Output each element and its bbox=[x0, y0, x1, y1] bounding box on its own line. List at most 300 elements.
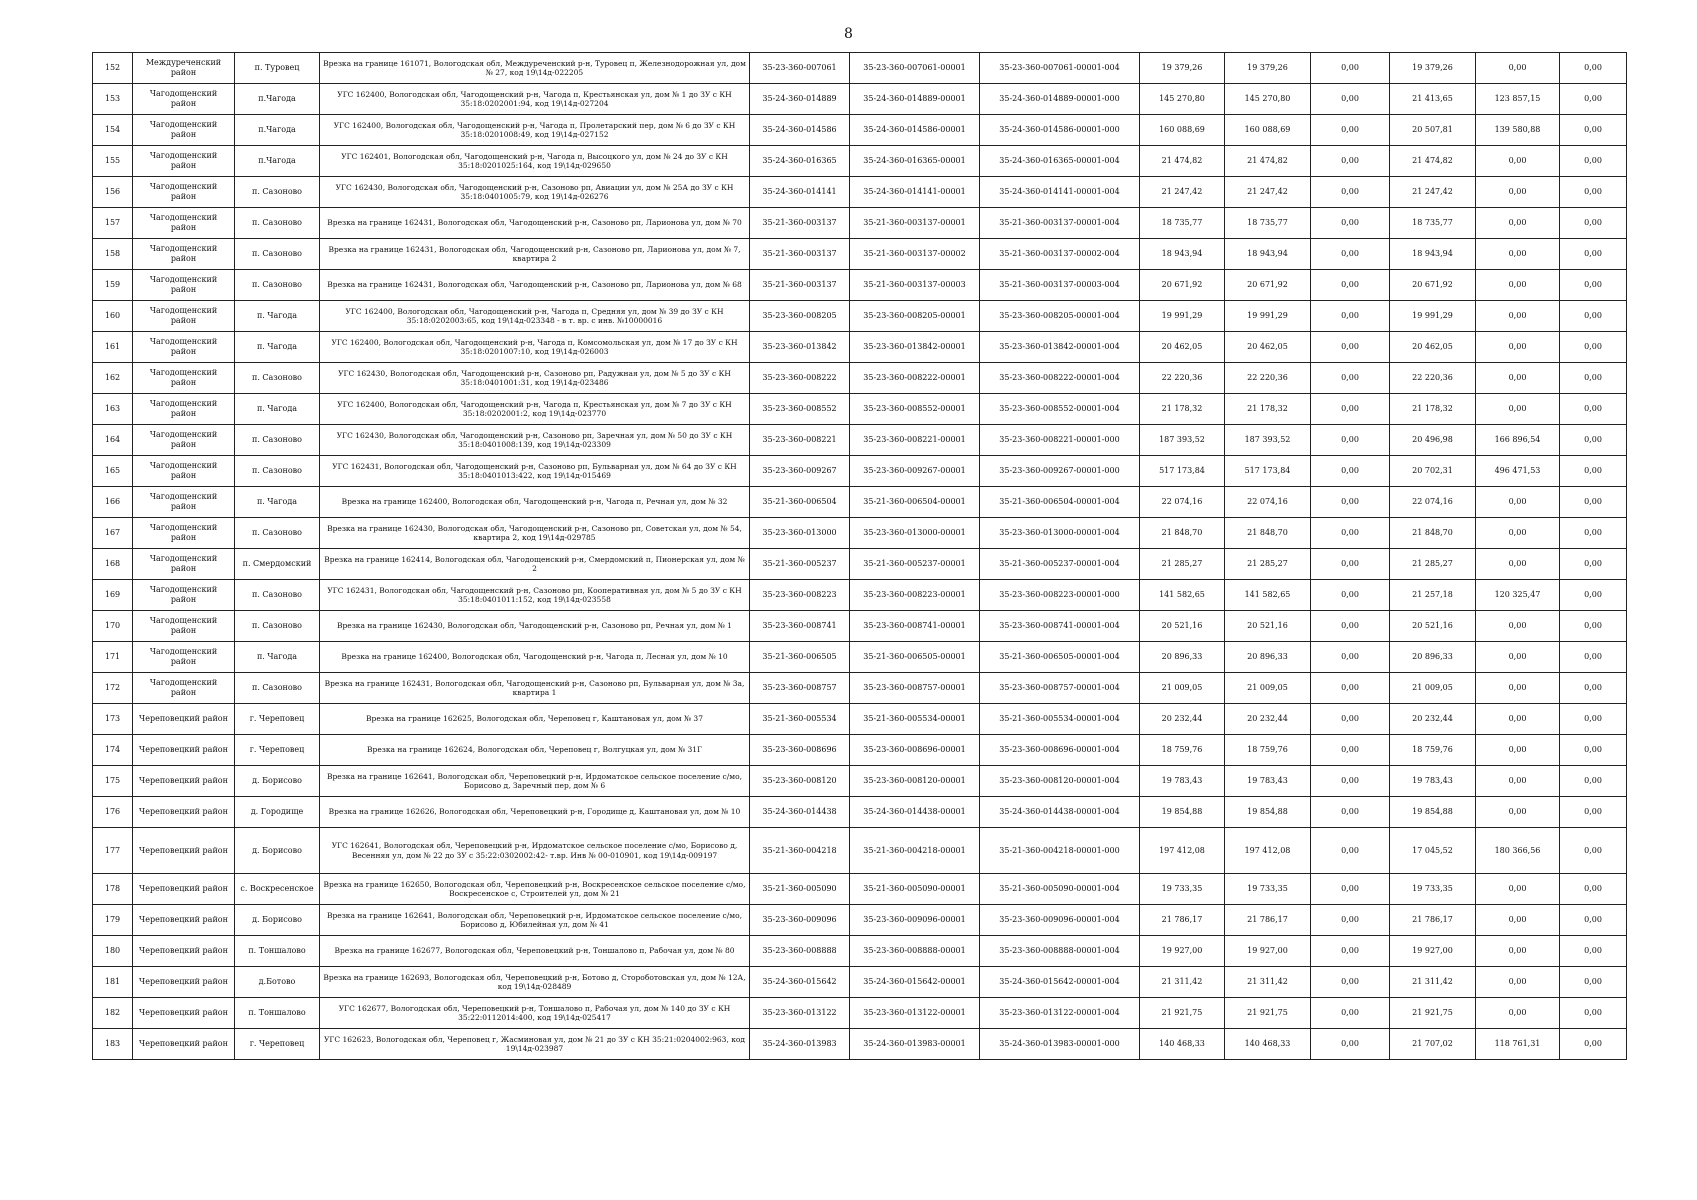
table-row bbox=[93, 208, 1627, 239]
subobject-code-cell: 35-23-360-008741-00001 bbox=[850, 611, 980, 642]
object-code-cell: 35-21-360-003137 bbox=[750, 208, 850, 239]
address-cell: Врезка на границе 162624, Вологодская обл, Череповец г, Волгуцкая ул, дом № 31Г bbox=[320, 735, 750, 766]
subobject-code-cell: 35-24-360-016365-00001 bbox=[850, 146, 980, 177]
cost-col-6-cell: 0,00 bbox=[1560, 177, 1627, 208]
table-row bbox=[93, 549, 1627, 580]
cost-col-6-cell: 0,00 bbox=[1560, 208, 1627, 239]
cost-col-5-cell: 0,00 bbox=[1476, 177, 1560, 208]
table-row bbox=[93, 704, 1627, 735]
row-number-cell: 155 bbox=[93, 146, 133, 177]
cost-col-4-cell: 19 854,88 bbox=[1390, 797, 1476, 828]
district-cell: Чагодощенский район bbox=[133, 518, 235, 549]
cost-col-3-cell: 0,00 bbox=[1311, 487, 1390, 518]
total-cost-cell: 21 009,05 bbox=[1140, 673, 1225, 704]
address-cell: Врезка на границе 162641, Вологодская обл, Череповецкий р-н, Ирдоматское сельское поселение с/мо, Борисово д, Заречный пер, дом № 6 bbox=[320, 766, 750, 797]
cost-col-6-cell: 0,00 bbox=[1560, 487, 1627, 518]
table-row bbox=[93, 673, 1627, 704]
object-code-cell: 35-21-360-006505 bbox=[750, 642, 850, 673]
row-number-cell: 154 bbox=[93, 115, 133, 146]
element-code-cell: 35-21-360-004218-00001-000 bbox=[980, 828, 1140, 874]
table-row bbox=[93, 905, 1627, 936]
total-cost-cell: 18 759,76 bbox=[1140, 735, 1225, 766]
cost-col-2-cell: 21 311,42 bbox=[1225, 967, 1311, 998]
element-code-cell: 35-21-360-005090-00001-004 bbox=[980, 874, 1140, 905]
cost-col-6-cell: 0,00 bbox=[1560, 549, 1627, 580]
subobject-code-cell: 35-21-360-003137-00002 bbox=[850, 239, 980, 270]
element-code-cell: 35-24-360-015642-00001-004 bbox=[980, 967, 1140, 998]
district-cell: Череповецкий район bbox=[133, 936, 235, 967]
cost-col-3-cell: 0,00 bbox=[1311, 549, 1390, 580]
cost-col-5-cell: 0,00 bbox=[1476, 936, 1560, 967]
element-code-cell: 35-21-360-003137-00003-004 bbox=[980, 270, 1140, 301]
element-code-cell: 35-24-360-014141-00001-004 bbox=[980, 177, 1140, 208]
object-code-cell: 35-23-360-013842 bbox=[750, 332, 850, 363]
cost-col-3-cell: 0,00 bbox=[1311, 394, 1390, 425]
total-cost-cell: 21 178,32 bbox=[1140, 394, 1225, 425]
element-code-cell: 35-23-360-007061-00001-004 bbox=[980, 53, 1140, 84]
cost-col-6-cell: 0,00 bbox=[1560, 735, 1627, 766]
element-code-cell: 35-23-360-008552-00001-004 bbox=[980, 394, 1140, 425]
address-cell: Врезка на границе 162414, Вологодская обл, Чагодощенский р-н, Смердомский п, Пионерская ул, дом № 2 bbox=[320, 549, 750, 580]
cost-col-6-cell: 0,00 bbox=[1560, 270, 1627, 301]
total-cost-cell: 187 393,52 bbox=[1140, 425, 1225, 456]
table-row bbox=[93, 642, 1627, 673]
address-cell: УГС 162400, Вологодская обл, Чагодощенский р-н, Чагода п, Крестьянская ул, дом № 7 до ЗУ с КН 35:18:0202001:2, код 19\14д-023770 bbox=[320, 394, 750, 425]
district-cell: Чагодощенский район bbox=[133, 146, 235, 177]
district-cell: Чагодощенский район bbox=[133, 208, 235, 239]
district-cell: Чагодощенский район bbox=[133, 84, 235, 115]
cost-col-6-cell: 0,00 bbox=[1560, 797, 1627, 828]
address-cell: УГС 162431, Вологодская обл, Чагодощенский р-н, Сазоново рп, Кооперативная ул, дом № 5 до ЗУ с КН 35:18:0401011:152, код 19\14д-023558 bbox=[320, 580, 750, 611]
cost-col-3-cell: 0,00 bbox=[1311, 177, 1390, 208]
cost-col-2-cell: 21 247,42 bbox=[1225, 177, 1311, 208]
cost-col-2-cell: 21 009,05 bbox=[1225, 673, 1311, 704]
address-cell: УГС 162623, Вологодская обл, Череповец г, Жасминовая ул, дом № 21 до ЗУ с КН 35:21:0204002:963, код 19\14д-023987 bbox=[320, 1029, 750, 1060]
cost-col-5-cell: 0,00 bbox=[1476, 239, 1560, 270]
object-code-cell: 35-24-360-016365 bbox=[750, 146, 850, 177]
cost-col-2-cell: 18 735,77 bbox=[1225, 208, 1311, 239]
row-number-cell: 179 bbox=[93, 905, 133, 936]
address-cell: Врезка на границе 162400, Вологодская обл, Чагодощенский р-н, Чагода п, Лесная ул, дом № 10 bbox=[320, 642, 750, 673]
cost-col-6-cell: 0,00 bbox=[1560, 301, 1627, 332]
cost-col-4-cell: 21 413,65 bbox=[1390, 84, 1476, 115]
object-code-cell: 35-23-360-008757 bbox=[750, 673, 850, 704]
settlement-cell: д. Борисово bbox=[235, 766, 320, 797]
total-cost-cell: 160 088,69 bbox=[1140, 115, 1225, 146]
cost-col-3-cell: 0,00 bbox=[1311, 332, 1390, 363]
cost-col-3-cell: 0,00 bbox=[1311, 828, 1390, 874]
cost-col-2-cell: 19 733,35 bbox=[1225, 874, 1311, 905]
total-cost-cell: 21 311,42 bbox=[1140, 967, 1225, 998]
cost-col-5-cell: 0,00 bbox=[1476, 53, 1560, 84]
element-code-cell: 35-21-360-003137-00001-004 bbox=[980, 208, 1140, 239]
settlement-cell: п. Сазоново bbox=[235, 425, 320, 456]
cost-col-6-cell: 0,00 bbox=[1560, 611, 1627, 642]
object-code-cell: 35-24-360-014586 bbox=[750, 115, 850, 146]
settlement-cell: п. Сазоново bbox=[235, 611, 320, 642]
object-code-cell: 35-21-360-005090 bbox=[750, 874, 850, 905]
row-number-cell: 171 bbox=[93, 642, 133, 673]
cost-col-6-cell: 0,00 bbox=[1560, 239, 1627, 270]
address-cell: УГС 162430, Вологодская обл, Чагодощенский р-н, Сазоново рп, Заречная ул, дом № 50 до ЗУ с КН 35:18:0401008:139, код 19\14д-023309 bbox=[320, 425, 750, 456]
total-cost-cell: 21 848,70 bbox=[1140, 518, 1225, 549]
cost-col-3-cell: 0,00 bbox=[1311, 766, 1390, 797]
district-cell: Череповецкий район bbox=[133, 704, 235, 735]
element-code-cell: 35-23-360-013842-00001-004 bbox=[980, 332, 1140, 363]
page-number: 8 bbox=[844, 26, 853, 42]
subobject-code-cell: 35-23-360-013000-00001 bbox=[850, 518, 980, 549]
address-cell: УГС 162677, Вологодская обл, Череповецкий р-н, Тоншалово п, Рабочая ул, дом № 140 до ЗУ с КН 35:22:0112014:400, код 19\14д-025417 bbox=[320, 998, 750, 1029]
cost-col-5-cell: 496 471,53 bbox=[1476, 456, 1560, 487]
table-row bbox=[93, 363, 1627, 394]
registry-table-body bbox=[93, 53, 1627, 1060]
total-cost-cell: 19 991,29 bbox=[1140, 301, 1225, 332]
total-cost-cell: 20 671,92 bbox=[1140, 270, 1225, 301]
cost-col-3-cell: 0,00 bbox=[1311, 208, 1390, 239]
row-number-cell: 156 bbox=[93, 177, 133, 208]
element-code-cell: 35-24-360-014889-00001-000 bbox=[980, 84, 1140, 115]
district-cell: Чагодощенский район bbox=[133, 642, 235, 673]
cost-col-3-cell: 0,00 bbox=[1311, 642, 1390, 673]
settlement-cell: п. Сазоново bbox=[235, 177, 320, 208]
cost-col-2-cell: 517 173,84 bbox=[1225, 456, 1311, 487]
cost-col-4-cell: 21 474,82 bbox=[1390, 146, 1476, 177]
cost-col-2-cell: 21 474,82 bbox=[1225, 146, 1311, 177]
cost-col-2-cell: 22 074,16 bbox=[1225, 487, 1311, 518]
settlement-cell: д. Борисово bbox=[235, 828, 320, 874]
cost-col-5-cell: 0,00 bbox=[1476, 518, 1560, 549]
cost-col-5-cell: 0,00 bbox=[1476, 766, 1560, 797]
cost-col-3-cell: 0,00 bbox=[1311, 53, 1390, 84]
cost-col-4-cell: 19 783,43 bbox=[1390, 766, 1476, 797]
row-number-cell: 153 bbox=[93, 84, 133, 115]
cost-col-6-cell: 0,00 bbox=[1560, 580, 1627, 611]
subobject-code-cell: 35-21-360-003137-00003 bbox=[850, 270, 980, 301]
table-row bbox=[93, 239, 1627, 270]
cost-col-3-cell: 0,00 bbox=[1311, 425, 1390, 456]
settlement-cell: п.Чагода bbox=[235, 146, 320, 177]
total-cost-cell: 140 468,33 bbox=[1140, 1029, 1225, 1060]
total-cost-cell: 21 786,17 bbox=[1140, 905, 1225, 936]
object-code-cell: 35-23-360-008696 bbox=[750, 735, 850, 766]
cost-col-5-cell: 0,00 bbox=[1476, 967, 1560, 998]
cost-col-6-cell: 0,00 bbox=[1560, 84, 1627, 115]
settlement-cell: п. Туровец bbox=[235, 53, 320, 84]
cost-col-2-cell: 19 991,29 bbox=[1225, 301, 1311, 332]
cost-col-3-cell: 0,00 bbox=[1311, 239, 1390, 270]
settlement-cell: п. Чагода bbox=[235, 487, 320, 518]
cost-col-5-cell: 0,00 bbox=[1476, 487, 1560, 518]
district-cell: Череповецкий район bbox=[133, 828, 235, 874]
subobject-code-cell: 35-21-360-005534-00001 bbox=[850, 704, 980, 735]
subobject-code-cell: 35-21-360-006504-00001 bbox=[850, 487, 980, 518]
table-row bbox=[93, 998, 1627, 1029]
cost-col-3-cell: 0,00 bbox=[1311, 270, 1390, 301]
settlement-cell: п.Чагода bbox=[235, 115, 320, 146]
settlement-cell: п.Чагода bbox=[235, 84, 320, 115]
cost-col-3-cell: 0,00 bbox=[1311, 301, 1390, 332]
cost-col-5-cell: 120 325,47 bbox=[1476, 580, 1560, 611]
district-cell: Череповецкий район bbox=[133, 967, 235, 998]
cost-col-6-cell: 0,00 bbox=[1560, 146, 1627, 177]
settlement-cell: д. Борисово bbox=[235, 905, 320, 936]
cost-col-2-cell: 19 783,43 bbox=[1225, 766, 1311, 797]
table-row bbox=[93, 797, 1627, 828]
element-code-cell: 35-24-360-013983-00001-000 bbox=[980, 1029, 1140, 1060]
district-cell: Чагодощенский район bbox=[133, 394, 235, 425]
object-code-cell: 35-23-360-008888 bbox=[750, 936, 850, 967]
total-cost-cell: 20 232,44 bbox=[1140, 704, 1225, 735]
cost-col-6-cell: 0,00 bbox=[1560, 673, 1627, 704]
cost-col-5-cell: 0,00 bbox=[1476, 549, 1560, 580]
row-number-cell: 182 bbox=[93, 998, 133, 1029]
settlement-cell: п. Чагода bbox=[235, 332, 320, 363]
element-code-cell: 35-21-360-006505-00001-004 bbox=[980, 642, 1140, 673]
cost-col-6-cell: 0,00 bbox=[1560, 332, 1627, 363]
cost-col-5-cell: 166 896,54 bbox=[1476, 425, 1560, 456]
address-cell: Врезка на границе 162400, Вологодская обл, Чагодощенский р-н, Чагода п, Речная ул, дом № 32 bbox=[320, 487, 750, 518]
cost-col-4-cell: 17 045,52 bbox=[1390, 828, 1476, 874]
subobject-code-cell: 35-21-360-005237-00001 bbox=[850, 549, 980, 580]
cost-col-6-cell: 0,00 bbox=[1560, 1029, 1627, 1060]
element-code-cell: 35-23-360-009267-00001-000 bbox=[980, 456, 1140, 487]
table-row bbox=[93, 611, 1627, 642]
settlement-cell: д.Ботово bbox=[235, 967, 320, 998]
cost-col-3-cell: 0,00 bbox=[1311, 998, 1390, 1029]
table-row bbox=[93, 394, 1627, 425]
district-cell: Чагодощенский район bbox=[133, 115, 235, 146]
district-cell: Череповецкий район bbox=[133, 905, 235, 936]
cost-col-4-cell: 22 074,16 bbox=[1390, 487, 1476, 518]
district-cell: Чагодощенский район bbox=[133, 177, 235, 208]
subobject-code-cell: 35-23-360-008205-00001 bbox=[850, 301, 980, 332]
cost-col-4-cell: 22 220,36 bbox=[1390, 363, 1476, 394]
cost-col-6-cell: 0,00 bbox=[1560, 115, 1627, 146]
cost-col-3-cell: 0,00 bbox=[1311, 146, 1390, 177]
object-code-cell: 35-24-360-014889 bbox=[750, 84, 850, 115]
cost-col-4-cell: 19 379,26 bbox=[1390, 53, 1476, 84]
cost-col-4-cell: 18 759,76 bbox=[1390, 735, 1476, 766]
element-code-cell: 35-21-360-006504-00001-004 bbox=[980, 487, 1140, 518]
object-code-cell: 35-23-360-008222 bbox=[750, 363, 850, 394]
cost-col-2-cell: 21 786,17 bbox=[1225, 905, 1311, 936]
total-cost-cell: 20 521,16 bbox=[1140, 611, 1225, 642]
address-cell: Врезка на границе 162641, Вологодская обл, Череповецкий р-н, Ирдоматское сельское поселение с/мо, Борисово д, Юбилейная ул, дом № 41 bbox=[320, 905, 750, 936]
cost-col-6-cell: 0,00 bbox=[1560, 936, 1627, 967]
total-cost-cell: 19 927,00 bbox=[1140, 936, 1225, 967]
cost-col-2-cell: 20 521,16 bbox=[1225, 611, 1311, 642]
object-code-cell: 35-24-360-014141 bbox=[750, 177, 850, 208]
total-cost-cell: 18 943,94 bbox=[1140, 239, 1225, 270]
object-code-cell: 35-23-360-009267 bbox=[750, 456, 850, 487]
cost-col-2-cell: 20 232,44 bbox=[1225, 704, 1311, 735]
cost-col-2-cell: 140 468,33 bbox=[1225, 1029, 1311, 1060]
cost-col-5-cell: 0,00 bbox=[1476, 797, 1560, 828]
cost-col-6-cell: 0,00 bbox=[1560, 905, 1627, 936]
table-row bbox=[93, 115, 1627, 146]
settlement-cell: п. Сазоново bbox=[235, 363, 320, 394]
element-code-cell: 35-23-360-013122-00001-004 bbox=[980, 998, 1140, 1029]
cost-col-4-cell: 20 232,44 bbox=[1390, 704, 1476, 735]
row-number-cell: 170 bbox=[93, 611, 133, 642]
cost-col-2-cell: 145 270,80 bbox=[1225, 84, 1311, 115]
cost-col-4-cell: 20 496,98 bbox=[1390, 425, 1476, 456]
subobject-code-cell: 35-24-360-014586-00001 bbox=[850, 115, 980, 146]
row-number-cell: 160 bbox=[93, 301, 133, 332]
element-code-cell: 35-23-360-008120-00001-004 bbox=[980, 766, 1140, 797]
row-number-cell: 164 bbox=[93, 425, 133, 456]
total-cost-cell: 18 735,77 bbox=[1140, 208, 1225, 239]
row-number-cell: 162 bbox=[93, 363, 133, 394]
table-row bbox=[93, 487, 1627, 518]
settlement-cell: п. Смердомский bbox=[235, 549, 320, 580]
address-cell: Врезка на границе 161071, Вологодская обл, Междуреченский р-н, Туровец п, Железнодорожная ул, дом № 27, код 19\14д-022205 bbox=[320, 53, 750, 84]
address-cell: Врезка на границе 162626, Вологодская обл, Череповецкий р-н, Городище д, Каштановая ул, дом № 10 bbox=[320, 797, 750, 828]
subobject-code-cell: 35-21-360-004218-00001 bbox=[850, 828, 980, 874]
address-cell: Врезка на границе 162431, Вологодская обл, Чагодощенский р-н, Сазоново рп, Ларионова ул, дом № 70 bbox=[320, 208, 750, 239]
cost-col-3-cell: 0,00 bbox=[1311, 967, 1390, 998]
address-cell: Врезка на границе 162693, Вологодская обл, Череповецкий р-н, Ботово д, Стороботовская ул, дом № 12А, код 19\14д-028489 bbox=[320, 967, 750, 998]
settlement-cell: п. Сазоново bbox=[235, 239, 320, 270]
district-cell: Чагодощенский район bbox=[133, 487, 235, 518]
subobject-code-cell: 35-24-360-014438-00001 bbox=[850, 797, 980, 828]
settlement-cell: п. Сазоново bbox=[235, 580, 320, 611]
cost-col-4-cell: 18 943,94 bbox=[1390, 239, 1476, 270]
cost-col-5-cell: 0,00 bbox=[1476, 642, 1560, 673]
district-cell: Череповецкий район bbox=[133, 766, 235, 797]
district-cell: Чагодощенский район bbox=[133, 301, 235, 332]
settlement-cell: п. Тоншалово bbox=[235, 936, 320, 967]
element-code-cell: 35-23-360-008223-00001-000 bbox=[980, 580, 1140, 611]
subobject-code-cell: 35-23-360-008696-00001 bbox=[850, 735, 980, 766]
cost-col-5-cell: 0,00 bbox=[1476, 146, 1560, 177]
cost-col-5-cell: 0,00 bbox=[1476, 208, 1560, 239]
table-row bbox=[93, 967, 1627, 998]
total-cost-cell: 22 074,16 bbox=[1140, 487, 1225, 518]
total-cost-cell: 141 582,65 bbox=[1140, 580, 1225, 611]
district-cell: Череповецкий район bbox=[133, 874, 235, 905]
settlement-cell: п. Чагода bbox=[235, 301, 320, 332]
row-number-cell: 180 bbox=[93, 936, 133, 967]
cost-col-5-cell: 0,00 bbox=[1476, 611, 1560, 642]
object-code-cell: 35-21-360-004218 bbox=[750, 828, 850, 874]
element-code-cell: 35-23-360-008757-00001-004 bbox=[980, 673, 1140, 704]
object-code-cell: 35-23-360-009096 bbox=[750, 905, 850, 936]
total-cost-cell: 21 921,75 bbox=[1140, 998, 1225, 1029]
address-cell: Врезка на границе 162625, Вологодская обл, Череповец г, Каштановая ул, дом № 37 bbox=[320, 704, 750, 735]
table-row bbox=[93, 1029, 1627, 1060]
cost-col-4-cell: 20 702,31 bbox=[1390, 456, 1476, 487]
cost-col-4-cell: 20 671,92 bbox=[1390, 270, 1476, 301]
district-cell: Череповецкий район bbox=[133, 735, 235, 766]
cost-col-4-cell: 21 009,05 bbox=[1390, 673, 1476, 704]
subobject-code-cell: 35-21-360-006505-00001 bbox=[850, 642, 980, 673]
row-number-cell: 177 bbox=[93, 828, 133, 874]
object-code-cell: 35-24-360-014438 bbox=[750, 797, 850, 828]
subobject-code-cell: 35-24-360-015642-00001 bbox=[850, 967, 980, 998]
object-code-cell: 35-23-360-013000 bbox=[750, 518, 850, 549]
cost-col-3-cell: 0,00 bbox=[1311, 456, 1390, 487]
cost-col-4-cell: 21 921,75 bbox=[1390, 998, 1476, 1029]
cost-col-4-cell: 21 257,18 bbox=[1390, 580, 1476, 611]
object-code-cell: 35-23-360-008120 bbox=[750, 766, 850, 797]
element-code-cell: 35-21-360-005534-00001-004 bbox=[980, 704, 1140, 735]
district-cell: Чагодощенский район bbox=[133, 363, 235, 394]
total-cost-cell: 145 270,80 bbox=[1140, 84, 1225, 115]
cost-col-5-cell: 0,00 bbox=[1476, 998, 1560, 1029]
cost-col-4-cell: 20 507,81 bbox=[1390, 115, 1476, 146]
table-row bbox=[93, 53, 1627, 84]
district-cell: Чагодощенский район bbox=[133, 332, 235, 363]
element-code-cell: 35-23-360-013000-00001-004 bbox=[980, 518, 1140, 549]
cost-col-3-cell: 0,00 bbox=[1311, 84, 1390, 115]
address-cell: Врезка на границе 162430, Вологодская обл, Чагодощенский р-н, Сазоново рп, Речная ул, дом № 1 bbox=[320, 611, 750, 642]
cost-col-6-cell: 0,00 bbox=[1560, 53, 1627, 84]
object-code-cell: 35-21-360-006504 bbox=[750, 487, 850, 518]
row-number-cell: 178 bbox=[93, 874, 133, 905]
cost-col-4-cell: 20 521,16 bbox=[1390, 611, 1476, 642]
element-code-cell: 35-24-360-014438-00001-004 bbox=[980, 797, 1140, 828]
cost-col-4-cell: 21 848,70 bbox=[1390, 518, 1476, 549]
cost-col-6-cell: 0,00 bbox=[1560, 766, 1627, 797]
subobject-code-cell: 35-23-360-013122-00001 bbox=[850, 998, 980, 1029]
row-number-cell: 165 bbox=[93, 456, 133, 487]
object-code-cell: 35-23-360-008205 bbox=[750, 301, 850, 332]
table-row bbox=[93, 84, 1627, 115]
subobject-code-cell: 35-23-360-008757-00001 bbox=[850, 673, 980, 704]
district-cell: Чагодощенский район bbox=[133, 270, 235, 301]
cost-col-6-cell: 0,00 bbox=[1560, 518, 1627, 549]
table-row bbox=[93, 936, 1627, 967]
address-cell: УГС 162430, Вологодская обл, Чагодощенский р-н, Сазоново рп, Авиации ул, дом № 25А до ЗУ с КН 35:18:0401005:79, код 19\14д-026276 bbox=[320, 177, 750, 208]
district-cell: Чагодощенский район bbox=[133, 580, 235, 611]
object-code-cell: 35-24-360-013983 bbox=[750, 1029, 850, 1060]
subobject-code-cell: 35-23-360-008221-00001 bbox=[850, 425, 980, 456]
district-cell: Чагодощенский район bbox=[133, 673, 235, 704]
cost-col-2-cell: 21 921,75 bbox=[1225, 998, 1311, 1029]
object-code-cell: 35-24-360-015642 bbox=[750, 967, 850, 998]
cost-col-5-cell: 0,00 bbox=[1476, 301, 1560, 332]
cost-col-2-cell: 21 178,32 bbox=[1225, 394, 1311, 425]
cost-col-4-cell: 19 927,00 bbox=[1390, 936, 1476, 967]
total-cost-cell: 21 474,82 bbox=[1140, 146, 1225, 177]
total-cost-cell: 19 854,88 bbox=[1140, 797, 1225, 828]
table-row bbox=[93, 766, 1627, 797]
address-cell: УГС 162400, Вологодская обл, Чагодощенский р-н, Чагода п, Крестьянская ул, дом № 1 до ЗУ с КН 35:18:0202001:94, код 19\14д-027204 bbox=[320, 84, 750, 115]
subobject-code-cell: 35-24-360-014141-00001 bbox=[850, 177, 980, 208]
cost-col-6-cell: 0,00 bbox=[1560, 425, 1627, 456]
element-code-cell: 35-23-360-009096-00001-004 bbox=[980, 905, 1140, 936]
settlement-cell: п. Чагода bbox=[235, 394, 320, 425]
district-cell: Чагодощенский район bbox=[133, 456, 235, 487]
cost-col-5-cell: 139 580,88 bbox=[1476, 115, 1560, 146]
table-row bbox=[93, 874, 1627, 905]
table-row bbox=[93, 270, 1627, 301]
subobject-code-cell: 35-23-360-008120-00001 bbox=[850, 766, 980, 797]
subobject-code-cell: 35-24-360-013983-00001 bbox=[850, 1029, 980, 1060]
object-code-cell: 35-21-360-005237 bbox=[750, 549, 850, 580]
settlement-cell: п. Чагода bbox=[235, 642, 320, 673]
district-cell: Череповецкий район bbox=[133, 998, 235, 1029]
subobject-code-cell: 35-23-360-009096-00001 bbox=[850, 905, 980, 936]
settlement-cell: п. Сазоново bbox=[235, 673, 320, 704]
cost-col-4-cell: 21 285,27 bbox=[1390, 549, 1476, 580]
subobject-code-cell: 35-23-360-007061-00001 bbox=[850, 53, 980, 84]
cost-col-3-cell: 0,00 bbox=[1311, 1029, 1390, 1060]
address-cell: УГС 162400, Вологодская обл, Чагодощенский р-н, Чагода п, Средняя ул, дом № 39 до ЗУ с КН 35:18:0202003:65, код 19\14д-023348 - в т. вр. с инв. №10000016 bbox=[320, 301, 750, 332]
cost-col-5-cell: 0,00 bbox=[1476, 673, 1560, 704]
subobject-code-cell: 35-23-360-008888-00001 bbox=[850, 936, 980, 967]
